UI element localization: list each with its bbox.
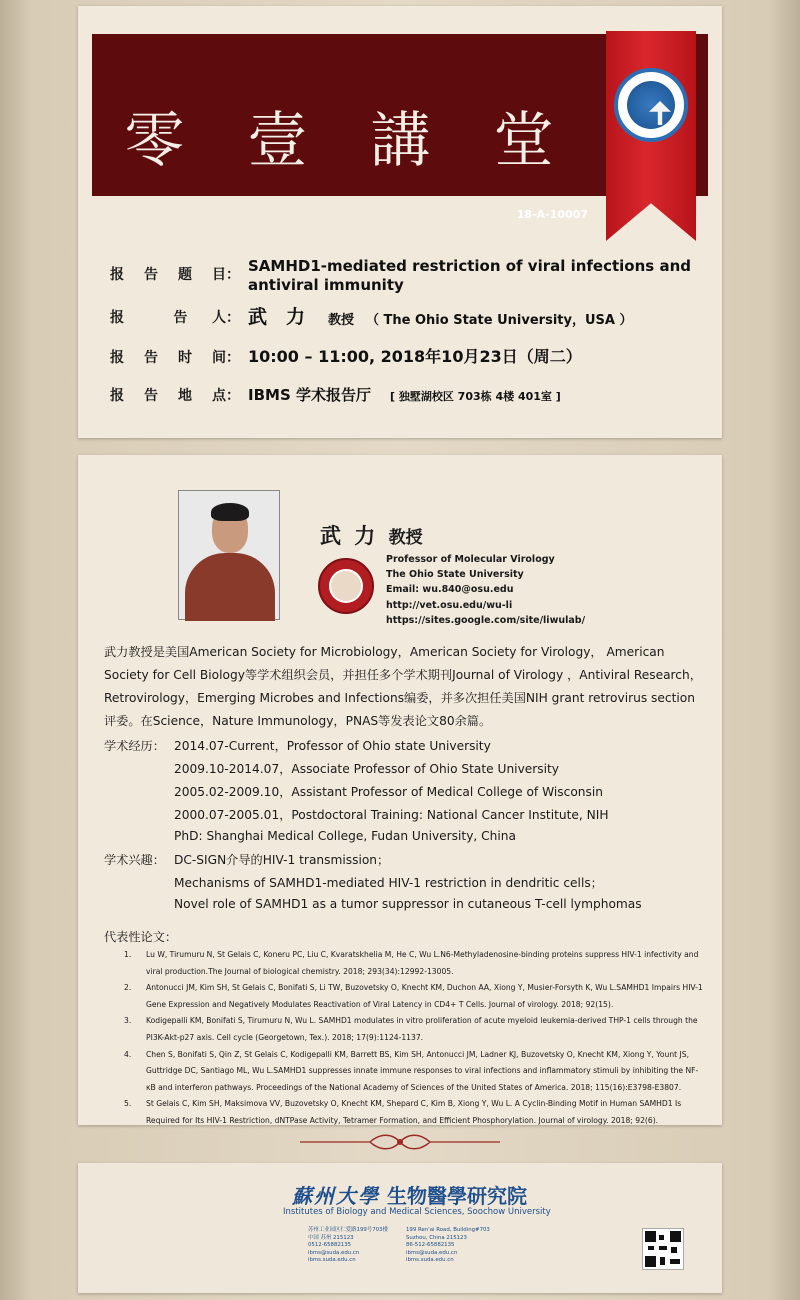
qr-code-icon [642,1228,684,1270]
career-item: 2000.07-2005.01，Postdoctoral Training: National Cancer Institute, NIH [174,808,609,822]
address-english: 199 Ren'ai Road, Building#703 Suzhou, China 215123 86-512-65882135 ibms@suda.edu.cn ibms.suda.edu.cn [406,1227,490,1264]
contact-university: The Ohio State University [386,569,524,581]
speaker-contact [386,552,585,628]
institute-logo: 蘇州大學 生物醫學研究院 [292,1184,527,1208]
contact-position: Professor of Molecular Virology [386,554,555,565]
publication-item: 5. St Gelais C, Kim SH, Maksimova VV, Buzovetsky O, Knecht KM, Shepard C, Kim B, Xiong Y, Wu L. A Cyclin-Binding Motif in Human SAMHD1 Is Required for Its HIV-1 Restriction, dNTPase Activity, Tetramer Formation, and Efficient Phosphorylation. Journal of virology. 2018; 92(6). [124,1099,682,1125]
career-label: 学术经历： [104,739,165,753]
contact-website-link[interactable]: http://vet.osu.edu/wu-li [386,599,513,611]
time-label: 报 告 时 间： [110,350,240,366]
speaker-title-value: 教授 [328,313,355,328]
place-label: 报 告 地 点： [110,388,240,404]
topic-label: 报 告 题 目： [110,267,240,283]
career-item: 2009.10-2014.07，Associate Professor of Ohio State University [174,762,560,776]
speaker-name-value: 武 力 [248,306,306,328]
speaker-heading: 武 力 教授 [320,524,423,548]
speaker-bio-text: 武力教授是美国American Society for Microbiology，American Society for Virology， American Society for Cell Biology等学术组织会员，并担任多个学术期刊Journal of Virology ，Antiviral Research，Retrovirology，Emerging Microbes and Infections编委，并多次担任美国NIH grant retrovirus section 评委。在Science，Nature Immunology，PNAS等发表论文80余篇。 [104,645,702,728]
institute-english-name: Institutes of Biology and Medical Sciences, Soochow University [283,1207,551,1217]
interest-item: DC-SIGN介导的HIV-1 transmission； [174,853,390,867]
career-item: 2005.02-2009.10，Assistant Professor of Medical College of Wisconsin [174,785,603,799]
publication-item: 1. Lu W, Tirumuru N, St Gelais C, Koneru PC, Liu C, Kvaratskhelia M, He C, Wu L.N6-Methyladenosine-binding proteins suppress HIV-1 infectivity and viral production.The Journal of biological chemistry. 2018; 293(34):12992-13005. [124,950,699,976]
career-item: 2014.07-Current，Professor of Ohio state University [174,739,491,753]
interest-item: Mechanisms of SAMHD1-mediated HIV-1 restriction in dendritic cells； [174,876,603,890]
place-detail: [ 独墅湖校区 703栋 4楼 401室 ] [390,390,561,403]
speaker-photo [178,490,280,620]
interest-item: Novel role of SAMHD1 as a tumor suppressor in cutaneous T-cell lymphomas [174,897,642,911]
speaker-affiliation: （ The Ohio State University，USA ） [366,313,633,328]
publication-list [124,947,704,1130]
divider-ornament-icon [300,1133,500,1151]
publications-label: 代表性论文： [104,930,178,944]
publication-item: 4. Chen S, Bonifati S, Qin Z, St Gelais C, Kodigepalli KM, Barrett BS, Kim SH, Antonucci JM, Ladner KJ, Buzovetsky O, Knecht KM, Xiong Y, Yount JS, Guttridge DC, Santiago ML, Wu L.SAMHD1 suppresses innate immune responses to viral infections and inflammatory stimuli by inhibiting the NF-κB and interferon pathways. Proceedings of the National Academy of Sciences of the United States of America. 2018; 115(16):E3798-E3807. [124,1049,699,1092]
contact-email[interactable]: Email: wu.840@osu.edu [386,584,514,596]
contact-lab-link[interactable]: https://sites.google.com/site/liwulab/ [386,614,586,626]
address-chinese: 苏州工业园区仁爱路199号703楼 中国 苏州 215123 0512-65882135 ibms@suda.edu.cn ibms.suda.edu.cn [308,1227,388,1264]
institute-seal-icon [614,68,688,142]
time-value: 10:00 – 11:00, 2018年10月23日（周二） [248,347,582,366]
career-item: PhD: Shanghai Medical College, Fudan University, China [174,829,516,843]
university-seal-icon [318,558,374,614]
topic-value: SAMHD1-mediated restriction of viral infections and antiviral immunity [248,257,691,294]
place-value: IBMS 学术报告厅 [248,386,371,404]
publication-item: 3. Kodigepalli KM, Bonifati S, Tirumuru N, Wu L. SAMHD1 modulates in vitro proliferation of acute myeloid leukemia-derived THP-1 cells through the PI3K-Akt-p27 axis. Cell cycle (Georgetown, Tex.). 2018; 17(9):1124-1137. [124,1016,698,1042]
publication-item: 2. Antonucci JM, Kim SH, St Gelais C, Bonifati S, Li TW, Buzovetsky O, Knecht KM, Duchon AA, Xiong Y, Musier-Forsyth K, Wu L.SAMHD1 Impairs HIV-1 Gene Expression and Negatively Modulates Reactivation of Viral Latency in CD4+ T Cells. Journal of virology. 2018; 92(15). [124,983,703,1009]
interest-label: 学术兴趣： [104,853,165,867]
speaker-label: 报 告 人： [110,310,240,326]
lecture-series-title: 零 壹 講 堂 [124,106,576,176]
lecture-code: 18-A-10007 [516,208,588,221]
